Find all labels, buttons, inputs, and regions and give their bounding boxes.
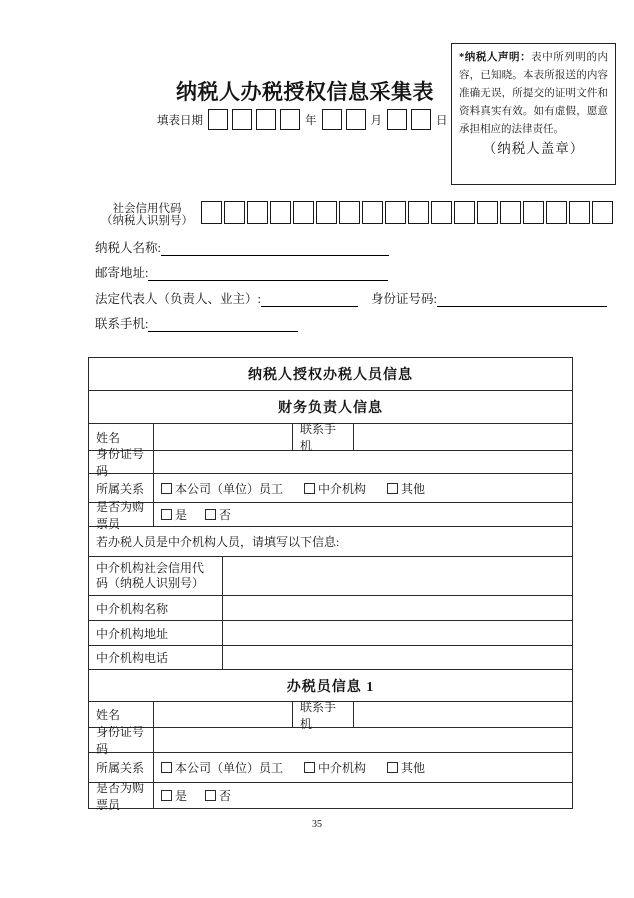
clerk-ticket-option-no[interactable]: 否 bbox=[205, 787, 231, 804]
cfo-ticket-options-cell bbox=[154, 503, 572, 526]
cfo-relation-row bbox=[89, 474, 572, 503]
cfo-name-label: 姓名 bbox=[89, 424, 154, 450]
input-box[interactable] bbox=[232, 109, 252, 130]
month-suffix-label: 月 bbox=[370, 114, 382, 127]
intermediary-code-row bbox=[89, 557, 572, 596]
clerk-section-header: 办税员信息 1 bbox=[286, 679, 375, 695]
clerk-id-value-cell[interactable] bbox=[154, 728, 572, 752]
clerk-name-value-cell[interactable] bbox=[154, 702, 293, 727]
input-box[interactable] bbox=[208, 109, 228, 130]
table-main-header: 纳税人授权办税人员信息 bbox=[248, 368, 413, 383]
taxpayer-name-line bbox=[95, 238, 389, 256]
authorized-personnel-table bbox=[88, 357, 573, 812]
input-box[interactable] bbox=[339, 201, 360, 224]
cfo-ticket-option-no[interactable]: 否 bbox=[205, 506, 231, 523]
declaration-heading: *纳税人声明： bbox=[459, 52, 532, 63]
checkbox-icon[interactable] bbox=[304, 483, 315, 494]
input-box[interactable] bbox=[201, 201, 222, 224]
day-boxes bbox=[387, 109, 431, 130]
clerk-relation-row bbox=[89, 753, 572, 783]
clerk-relation-option-employee[interactable]: 本公司（单位）员工 bbox=[161, 759, 283, 776]
input-box[interactable] bbox=[362, 201, 383, 224]
declaration-body: 表中所列明的内容，已知晓。本表所报送的内容准确无误，所提交的证明文件和资料真实有效。如有虚假，愿意承担相应的法律责任。 bbox=[459, 52, 609, 135]
intermediary-phone-value-cell[interactable] bbox=[223, 646, 572, 669]
cfo-id-value-cell[interactable] bbox=[154, 451, 572, 473]
page-title: 纳税人办税授权信息采集表 bbox=[176, 80, 434, 104]
cfo-id-row bbox=[89, 447, 572, 478]
clerk-mobile-value-cell[interactable] bbox=[354, 702, 572, 727]
input-box[interactable] bbox=[256, 109, 276, 130]
fill-date-label: 填表日期 bbox=[157, 114, 203, 127]
input-box[interactable] bbox=[500, 201, 521, 224]
checkbox-icon[interactable] bbox=[387, 762, 398, 773]
clerk-id-label: 身份证号码 bbox=[89, 728, 154, 752]
cfo-relation-option-other[interactable]: 其他 bbox=[387, 480, 425, 497]
cfo-name-value-cell[interactable] bbox=[154, 424, 293, 450]
intermediary-note: 若办税人员是中介机构人员，请填写以下信息: bbox=[96, 535, 340, 549]
input-box[interactable] bbox=[411, 109, 431, 130]
mail-address-line bbox=[95, 263, 388, 281]
clerk-id-row bbox=[89, 725, 572, 756]
mail-address-input-line[interactable] bbox=[148, 265, 388, 281]
input-box[interactable] bbox=[316, 201, 337, 224]
clerk-ticket-option-yes[interactable]: 是 bbox=[161, 787, 187, 804]
intermediary-address-value-cell[interactable] bbox=[223, 621, 572, 645]
legal-rep-input-line[interactable] bbox=[261, 291, 358, 307]
input-box[interactable] bbox=[523, 201, 544, 224]
day-suffix-label: 日 bbox=[436, 114, 448, 127]
intermediary-name-value-cell[interactable] bbox=[223, 596, 572, 620]
input-box[interactable] bbox=[387, 109, 407, 130]
intermediary-phone-label: 中介机构电话 bbox=[89, 646, 223, 669]
checkbox-icon[interactable] bbox=[161, 762, 172, 773]
cfo-ticket-row bbox=[89, 499, 572, 531]
id-number-label: 身份证号码: bbox=[370, 292, 437, 306]
checkbox-icon[interactable] bbox=[205, 509, 216, 520]
checkbox-icon[interactable] bbox=[161, 790, 172, 801]
cfo-ticket-label: 是否为购票员 bbox=[89, 503, 154, 526]
cfo-relation-options-cell bbox=[154, 474, 572, 502]
intermediary-name-label: 中介机构名称 bbox=[89, 596, 223, 620]
input-box[interactable] bbox=[322, 109, 342, 130]
input-box[interactable] bbox=[346, 109, 366, 130]
input-box[interactable] bbox=[247, 201, 268, 224]
cfo-mobile-value-cell[interactable] bbox=[354, 424, 572, 450]
clerk-name-label: 姓名 bbox=[89, 702, 154, 727]
intermediary-address-label: 中介机构地址 bbox=[89, 621, 223, 645]
mobile-line bbox=[95, 314, 298, 332]
cfo-id-label: 身份证号码 bbox=[89, 451, 154, 473]
intermediary-address-row bbox=[89, 621, 572, 646]
cfo-section-header: 财务负责人信息 bbox=[278, 401, 383, 416]
clerk-ticket-label: 是否为购票员 bbox=[89, 783, 154, 808]
table-main-header-row bbox=[89, 358, 572, 391]
intermediary-code-label: 中介机构社会信用代码（纳税人识别号） bbox=[89, 557, 223, 595]
checkbox-icon[interactable] bbox=[304, 762, 315, 773]
cfo-name-row bbox=[89, 424, 572, 451]
mail-address-label: 邮寄地址: bbox=[95, 266, 149, 280]
credit-code-label-line2: （纳税人识别号） bbox=[101, 215, 193, 227]
cfo-ticket-option-yes[interactable]: 是 bbox=[161, 506, 187, 523]
input-box[interactable] bbox=[431, 201, 452, 224]
checkbox-icon[interactable] bbox=[205, 790, 216, 801]
intermediary-note-row bbox=[89, 527, 572, 557]
input-box[interactable] bbox=[280, 109, 300, 130]
input-box[interactable] bbox=[408, 201, 429, 224]
intermediary-name-row bbox=[89, 596, 572, 621]
legal-rep-line bbox=[95, 289, 607, 307]
taxpayer-name-input-line[interactable] bbox=[161, 240, 389, 256]
cfo-mobile-label: 联系手机 bbox=[293, 424, 354, 450]
input-box[interactable] bbox=[385, 201, 406, 224]
intermediary-phone-row bbox=[89, 646, 572, 670]
cfo-relation-option-agency[interactable]: 中介机构 bbox=[304, 480, 366, 497]
checkbox-icon[interactable] bbox=[161, 483, 172, 494]
credit-code-label bbox=[92, 203, 202, 227]
clerk-relation-options-cell bbox=[154, 753, 572, 782]
mobile-label: 联系手机: bbox=[95, 317, 149, 331]
checkbox-icon[interactable] bbox=[161, 509, 172, 520]
input-box[interactable] bbox=[592, 201, 613, 224]
page-number: 35 bbox=[312, 819, 322, 830]
input-box[interactable] bbox=[546, 201, 567, 224]
legal-rep-label: 法定代表人（负责人、业主）: bbox=[95, 292, 261, 306]
credit-code-boxes[interactable] bbox=[201, 201, 613, 224]
clerk-relation-option-agency[interactable]: 中介机构 bbox=[304, 759, 366, 776]
intermediary-code-value-cell[interactable] bbox=[223, 557, 572, 595]
input-box[interactable] bbox=[293, 201, 314, 224]
clerk-mobile-label: 联系手机 bbox=[293, 702, 354, 727]
input-box[interactable] bbox=[224, 201, 245, 224]
month-boxes bbox=[322, 109, 366, 130]
year-boxes bbox=[208, 109, 300, 130]
clerk-ticket-row bbox=[89, 780, 572, 812]
taxpayer-stamp-label: （纳税人盖章） bbox=[482, 141, 585, 156]
taxpayer-name-label: 纳税人名称: bbox=[95, 241, 161, 255]
clerk-relation-label: 所属关系 bbox=[89, 753, 154, 782]
clerk-name-row bbox=[89, 699, 572, 731]
taxpayer-declaration-box bbox=[451, 43, 616, 185]
checkbox-icon[interactable] bbox=[387, 483, 398, 494]
year-suffix-label: 年 bbox=[305, 114, 317, 127]
clerk-relation-option-other[interactable]: 其他 bbox=[387, 759, 425, 776]
clerk-ticket-options-cell bbox=[154, 783, 572, 808]
cfo-relation-label: 所属关系 bbox=[89, 474, 154, 502]
input-box[interactable] bbox=[569, 201, 590, 224]
input-box[interactable] bbox=[270, 201, 291, 224]
fill-date-row bbox=[157, 109, 448, 130]
id-number-input-line[interactable] bbox=[437, 291, 607, 307]
credit-code-label-line1: 社会信用代码 bbox=[112, 203, 182, 215]
input-box[interactable] bbox=[454, 201, 475, 224]
cfo-relation-option-employee[interactable]: 本公司（单位）员工 bbox=[161, 480, 283, 497]
mobile-input-line[interactable] bbox=[148, 316, 298, 332]
input-box[interactable] bbox=[477, 201, 498, 224]
